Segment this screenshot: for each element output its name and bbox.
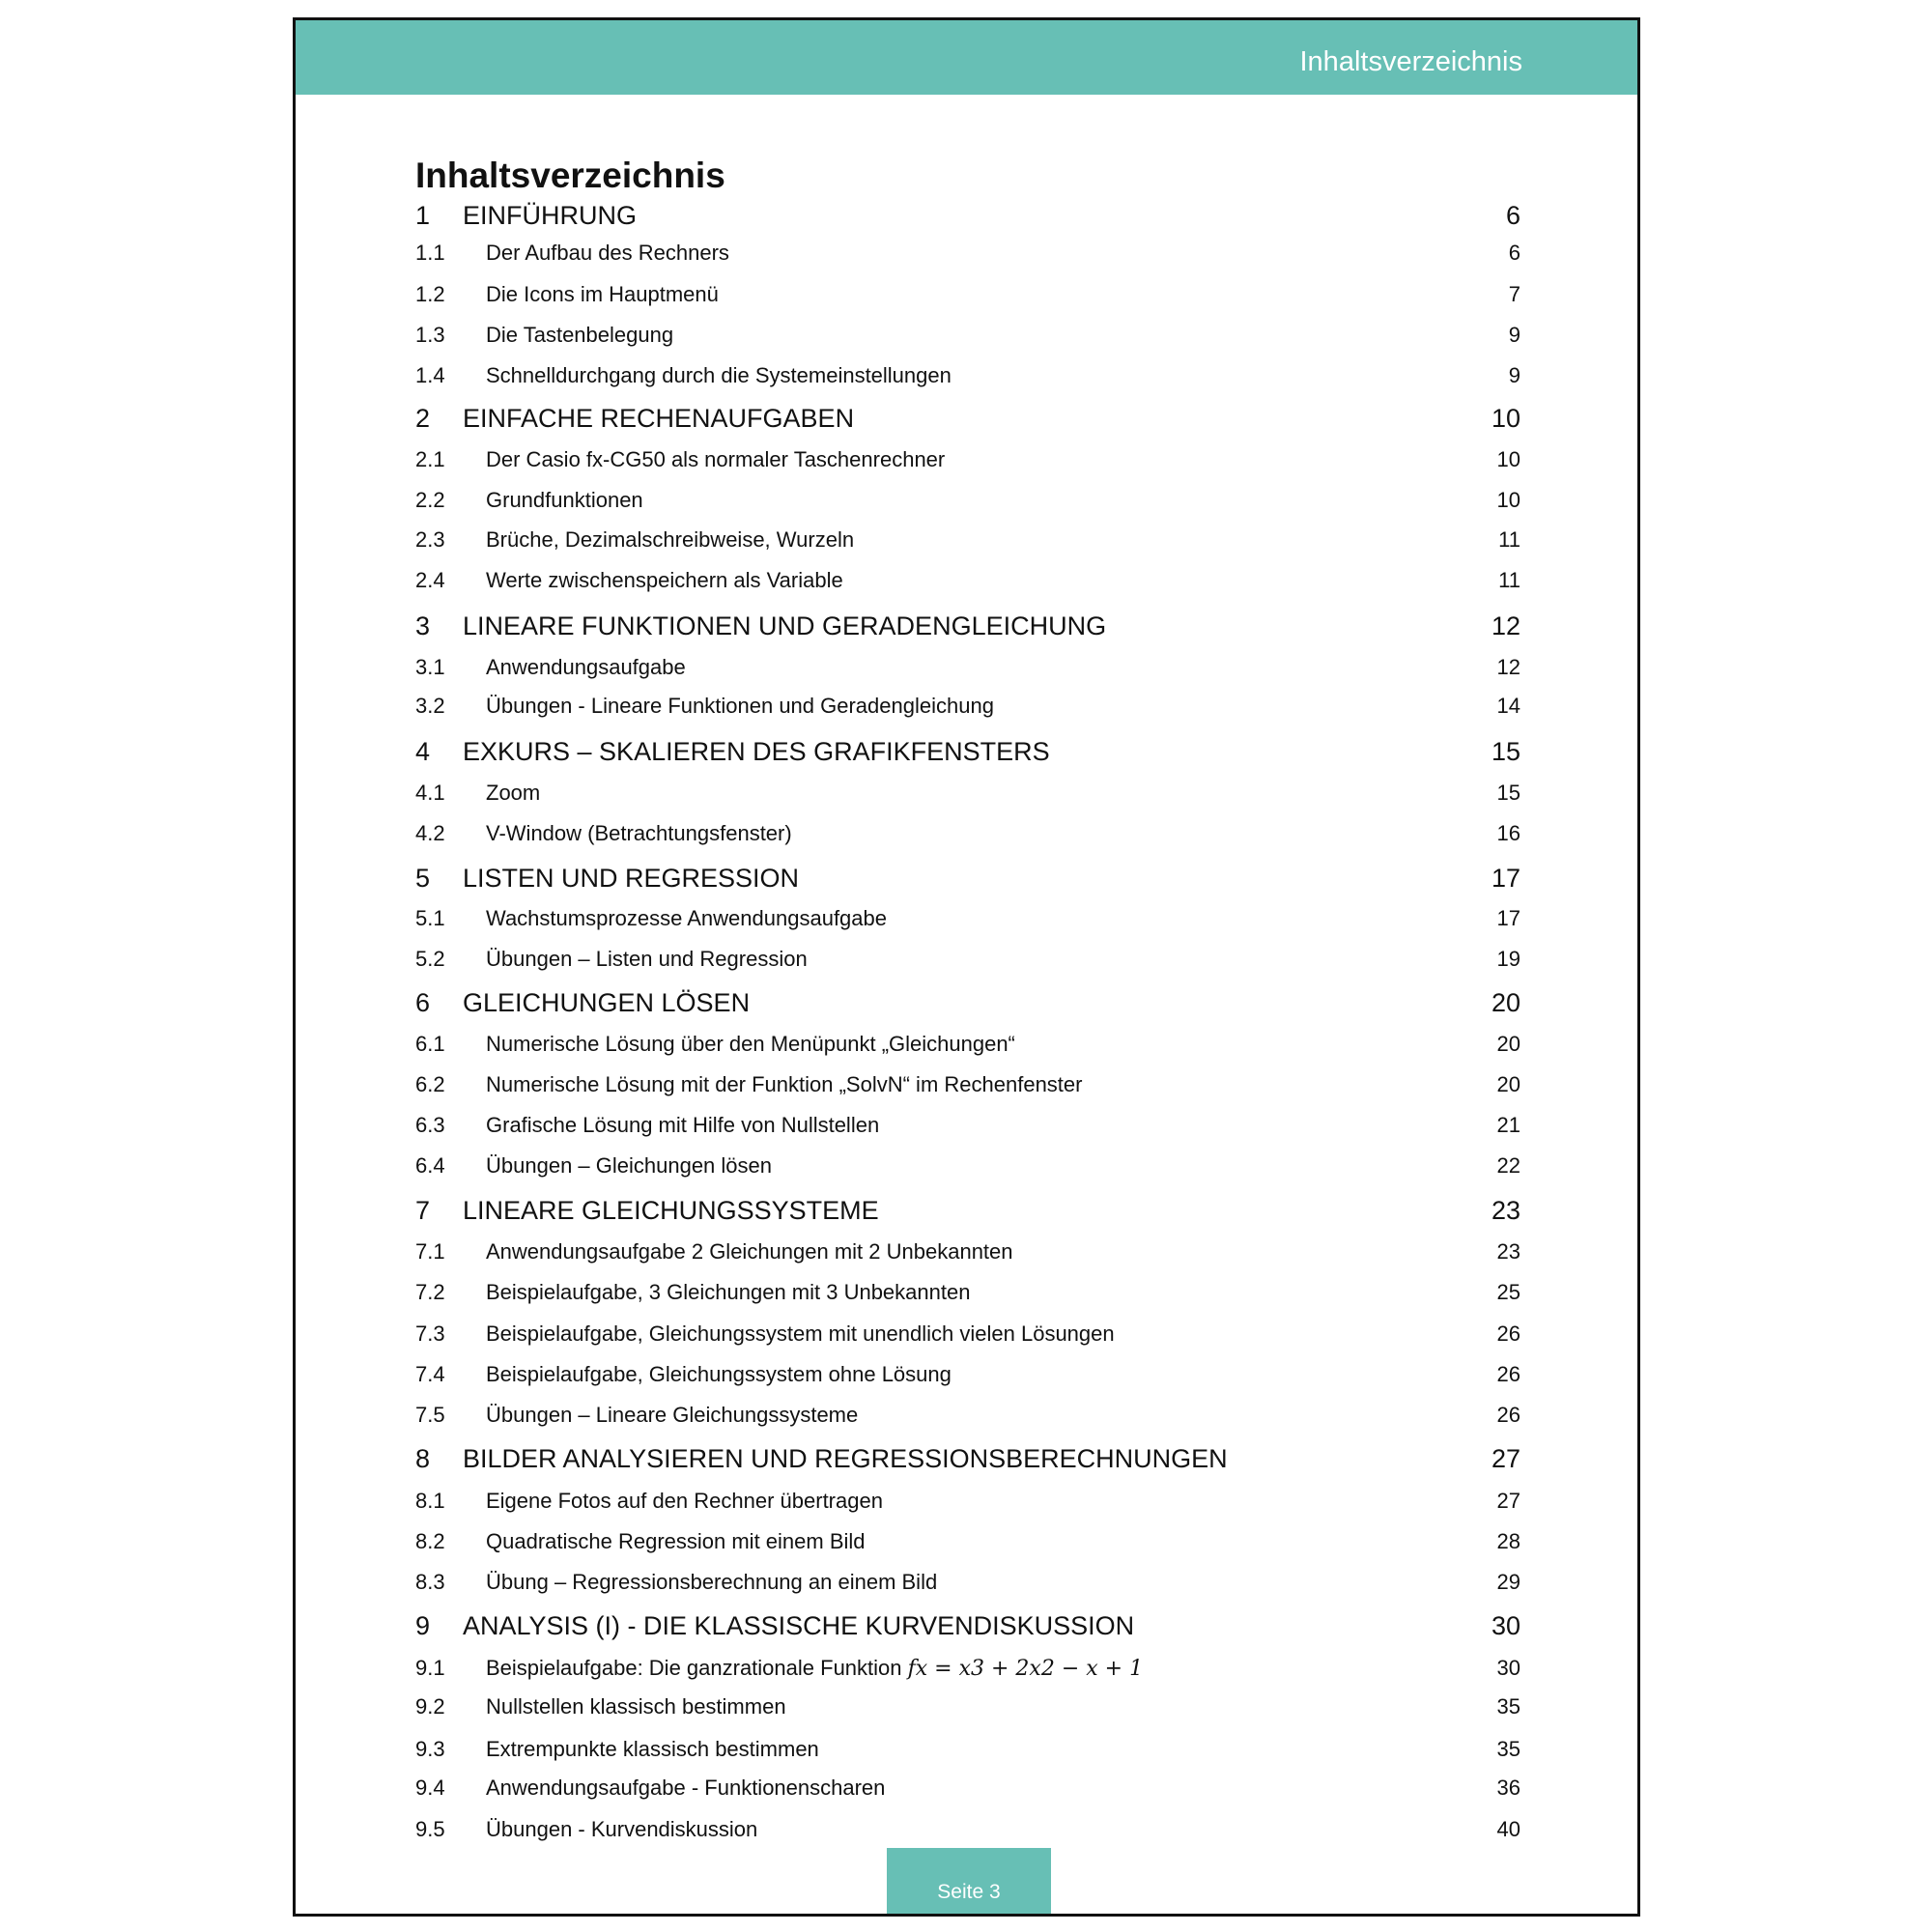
toc-formula: fx = x3 + 2x2 − x + 1 — [907, 1657, 1144, 1681]
toc-section-row — [415, 1776, 1520, 1801]
toc-title — [486, 1072, 1453, 1097]
toc-title-text: Übungen - Kurvendiskussion — [486, 1817, 758, 1841]
toc-section-row — [415, 906, 1520, 931]
toc-title-text: Die Tastenbelegung — [486, 323, 674, 347]
toc-number: 4.2 — [415, 821, 445, 845]
toc-title-text: EINFÜHRUNG — [463, 201, 637, 230]
toc-title — [486, 1570, 1453, 1595]
toc-title-text: Anwendungsaufgabe - Funktionenscharen — [486, 1776, 886, 1800]
toc-page-number: 10 — [1491, 404, 1520, 433]
toc-section-row — [415, 1656, 1520, 1681]
toc-title-text: Extrempunkte klassisch bestimmen — [486, 1737, 819, 1761]
toc-number: 9.2 — [415, 1694, 445, 1719]
toc-title-text: BILDER ANALYSIEREN UND REGRESSIONSBERECHNUNGEN — [463, 1444, 1228, 1473]
toc-title — [463, 737, 1453, 767]
toc-title-text: Übungen – Listen und Regression — [486, 947, 808, 971]
page-number-tab — [887, 1848, 1051, 1914]
toc-page-number: 35 — [1496, 1694, 1520, 1719]
toc-title-text: Zoom — [486, 781, 541, 805]
toc-number: 9.5 — [415, 1817, 445, 1841]
toc-section-row — [415, 1280, 1520, 1305]
toc-title — [486, 363, 1453, 388]
toc-page-number: 35 — [1496, 1737, 1520, 1761]
toc-title — [486, 1113, 1453, 1138]
toc-title-text: ANALYSIS (I) - DIE KLASSISCHE KURVENDISKUSSION — [463, 1611, 1135, 1640]
toc-title-text: Übungen – Gleichungen lösen — [486, 1153, 773, 1178]
toc-chapter-row — [415, 611, 1520, 641]
toc-number: 7.5 — [415, 1403, 445, 1427]
toc-page-number: 23 — [1491, 1196, 1520, 1225]
toc-title-text: Brüche, Dezimalschreibweise, Wurzeln — [486, 527, 855, 552]
toc-section-row — [415, 323, 1520, 348]
toc-title — [463, 201, 1453, 231]
toc-section-row — [415, 1072, 1520, 1097]
toc-section-row — [415, 947, 1520, 972]
toc-page-number: 19 — [1496, 947, 1520, 971]
toc-page-number: 20 — [1496, 1072, 1520, 1096]
toc-section-row — [415, 1362, 1520, 1387]
toc-title-text: Eigene Fotos auf den Rechner übertragen — [486, 1489, 883, 1513]
toc-title — [486, 447, 1453, 472]
toc-number: 1.4 — [415, 363, 445, 387]
toc-chapter-row — [415, 404, 1520, 434]
toc-number: 6.2 — [415, 1072, 445, 1096]
toc-title-text: Numerische Lösung mit der Funktion „SolvN“ im Rechenfenster — [486, 1072, 1083, 1096]
toc-title-text: Der Aufbau des Rechners — [486, 241, 729, 265]
toc-title-text: LISTEN UND REGRESSION — [463, 864, 800, 893]
toc-title — [463, 1196, 1453, 1226]
toc-title — [486, 1280, 1453, 1305]
toc-section-row — [415, 1403, 1520, 1428]
toc-number: 7.2 — [415, 1280, 445, 1304]
toc-number: 3 — [415, 611, 431, 640]
toc-number: 5.1 — [415, 906, 445, 930]
toc-title — [486, 282, 1453, 307]
toc-section-row — [415, 821, 1520, 846]
toc-title-text: Beispielaufgabe, 3 Gleichungen mit 3 Unbekannten — [486, 1280, 971, 1304]
toc-title — [486, 1321, 1453, 1347]
toc-chapter-row — [415, 201, 1520, 231]
toc-number: 6.3 — [415, 1113, 445, 1137]
toc-title-text: Beispielaufgabe, Gleichungssystem mit unendlich vielen Lösungen — [486, 1321, 1115, 1346]
toc-page-number: 12 — [1496, 655, 1520, 679]
toc-section-row — [415, 527, 1520, 553]
toc-title — [486, 323, 1453, 348]
toc-section-row — [415, 363, 1520, 388]
toc-number: 6 — [415, 988, 431, 1017]
toc-page-number: 26 — [1496, 1362, 1520, 1386]
toc-title-text: EINFACHE RECHENAUFGABEN — [463, 404, 855, 433]
toc-page-number: 36 — [1496, 1776, 1520, 1800]
toc-section-row — [415, 1570, 1520, 1595]
toc-page-number: 27 — [1491, 1444, 1520, 1473]
toc-title — [486, 1694, 1453, 1719]
toc-number: 5 — [415, 864, 431, 893]
toc-title-text: LINEARE GLEICHUNGSSYSTEME — [463, 1196, 879, 1225]
toc-section-row — [415, 1032, 1520, 1057]
toc-title-text: Übungen - Lineare Funktionen und Geradengleichung — [486, 694, 994, 718]
toc-number: 3.2 — [415, 694, 445, 718]
toc-title-text: Quadratische Regression mit einem Bild — [486, 1529, 866, 1553]
toc-number: 7 — [415, 1196, 431, 1225]
toc-number: 2 — [415, 404, 431, 433]
toc-number: 2.1 — [415, 447, 445, 471]
toc-page-number: 22 — [1496, 1153, 1520, 1178]
toc-title — [463, 988, 1453, 1018]
toc-title-text: Beispielaufgabe: Die ganzrationale Funktion — [486, 1656, 908, 1680]
toc-section-row — [415, 568, 1520, 593]
toc-section-row — [415, 1113, 1520, 1138]
toc-section-row — [415, 1321, 1520, 1347]
toc-page-number: 10 — [1496, 447, 1520, 471]
toc-title-text: Grafische Lösung mit Hilfe von Nullstellen — [486, 1113, 880, 1137]
toc-page-number: 29 — [1496, 1570, 1520, 1594]
toc-section-row — [415, 1737, 1520, 1762]
toc-title — [463, 1444, 1453, 1474]
toc-title-text: Übungen – Lineare Gleichungssysteme — [486, 1403, 859, 1427]
toc-number: 1.2 — [415, 282, 445, 306]
toc-chapter-row — [415, 864, 1520, 894]
toc-title-text: Anwendungsaufgabe — [486, 655, 686, 679]
toc-page-number: 30 — [1496, 1656, 1520, 1680]
toc-number: 1 — [415, 201, 431, 230]
toc-number: 8.2 — [415, 1529, 445, 1553]
page-number-label: Seite 3 — [937, 1881, 1001, 1903]
toc-title — [486, 527, 1453, 553]
page-title: Inhaltsverzeichnis — [415, 156, 725, 195]
header-bar — [296, 20, 1637, 95]
toc-title — [486, 1239, 1453, 1264]
toc-title — [486, 1737, 1453, 1762]
running-header-title: Inhaltsverzeichnis — [1299, 46, 1522, 77]
toc-title — [486, 655, 1453, 680]
toc-page-number: 20 — [1496, 1032, 1520, 1056]
toc-chapter-row — [415, 737, 1520, 767]
toc-number: 9.4 — [415, 1776, 445, 1800]
toc-title — [486, 488, 1453, 513]
toc-title — [486, 947, 1453, 972]
toc-page-number: 20 — [1491, 988, 1520, 1017]
toc-title — [486, 1153, 1453, 1179]
toc-title-text: EXKURS – SKALIEREN DES GRAFIKFENSTERS — [463, 737, 1050, 766]
toc-title — [486, 1776, 1453, 1801]
toc-number: 2.2 — [415, 488, 445, 512]
toc-number: 1.1 — [415, 241, 445, 265]
toc-title-text: Numerische Lösung über den Menüpunkt „Gleichungen“ — [486, 1032, 1015, 1056]
toc-page-number: 9 — [1508, 323, 1520, 347]
toc-title — [486, 781, 1453, 806]
toc-page-number: 28 — [1496, 1529, 1520, 1553]
toc-title-text: Grundfunktionen — [486, 488, 643, 512]
toc-title — [463, 1611, 1453, 1641]
toc-page-number: 23 — [1496, 1239, 1520, 1264]
toc-title-text: GLEICHUNGEN LÖSEN — [463, 988, 751, 1017]
toc-section-row — [415, 781, 1520, 806]
toc-number: 4 — [415, 737, 431, 766]
toc-title-text: Der Casio fx-CG50 als normaler Taschenrechner — [486, 447, 946, 471]
toc-section-row — [415, 655, 1520, 680]
toc-title — [486, 821, 1453, 846]
toc-number: 4.1 — [415, 781, 445, 805]
toc-page-number: 30 — [1491, 1611, 1520, 1640]
toc-page-number: 16 — [1496, 821, 1520, 845]
toc-number: 7.3 — [415, 1321, 445, 1346]
toc-section-row — [415, 447, 1520, 472]
toc-title — [486, 1489, 1453, 1514]
toc-title — [486, 1403, 1453, 1428]
toc-page-number: 40 — [1496, 1817, 1520, 1841]
toc-chapter-row — [415, 1196, 1520, 1226]
toc-chapter-row — [415, 1444, 1520, 1474]
toc-number: 2.4 — [415, 568, 445, 592]
toc-number: 6.4 — [415, 1153, 445, 1178]
toc-title-text: Nullstellen klassisch bestimmen — [486, 1694, 786, 1719]
toc-title-text: Übung – Regressionsberechnung an einem Bild — [486, 1570, 938, 1594]
toc-chapter-row — [415, 1611, 1520, 1641]
toc-section-row — [415, 488, 1520, 513]
toc-section-row — [415, 1153, 1520, 1179]
toc-title — [486, 906, 1453, 931]
toc-number: 7.1 — [415, 1239, 445, 1264]
toc-number: 9.1 — [415, 1656, 445, 1680]
toc-number: 2.3 — [415, 527, 445, 552]
toc-page-number: 15 — [1491, 737, 1520, 766]
toc-section-row — [415, 694, 1520, 719]
toc-page-number: 15 — [1496, 781, 1520, 805]
toc-title — [486, 1656, 1453, 1681]
toc-title — [486, 1817, 1453, 1842]
toc-page-number: 14 — [1496, 694, 1520, 718]
toc-section-row — [415, 241, 1520, 266]
toc-section-row — [415, 1239, 1520, 1264]
toc-title — [486, 241, 1453, 266]
toc-title — [486, 1362, 1453, 1387]
toc-section-row — [415, 1529, 1520, 1554]
toc-number: 3.1 — [415, 655, 445, 679]
document-page — [293, 17, 1640, 1917]
toc-number: 8 — [415, 1444, 431, 1473]
toc-page-number: 27 — [1496, 1489, 1520, 1513]
toc-section-row — [415, 1817, 1520, 1842]
toc-title — [463, 404, 1453, 434]
toc-page-number: 17 — [1496, 906, 1520, 930]
toc-title-text: Die Icons im Hauptmenü — [486, 282, 719, 306]
toc-section-row — [415, 1489, 1520, 1514]
toc-title — [486, 694, 1453, 719]
toc-title — [486, 1032, 1453, 1057]
toc-section-row — [415, 282, 1520, 307]
toc-number: 9 — [415, 1611, 431, 1640]
toc-title-text: Schnelldurchgang durch die Systemeinstellungen — [486, 363, 952, 387]
toc-number: 1.3 — [415, 323, 445, 347]
toc-number: 6.1 — [415, 1032, 445, 1056]
toc-section-row — [415, 1694, 1520, 1719]
toc-page-number: 25 — [1496, 1280, 1520, 1304]
toc-title-text: V-Window (Betrachtungsfenster) — [486, 821, 792, 845]
toc-page-number: 26 — [1496, 1321, 1520, 1346]
toc-title — [486, 568, 1453, 593]
toc-page-number: 9 — [1508, 363, 1520, 387]
toc-page-number: 17 — [1491, 864, 1520, 893]
toc-chapter-row — [415, 988, 1520, 1018]
toc-page-number: 10 — [1496, 488, 1520, 512]
toc-title-text: Wachstumsprozesse Anwendungsaufgabe — [486, 906, 887, 930]
toc-title-text: Anwendungsaufgabe 2 Gleichungen mit 2 Unbekannten — [486, 1239, 1013, 1264]
toc-number: 8.3 — [415, 1570, 445, 1594]
toc-number: 5.2 — [415, 947, 445, 971]
toc-page-number: 11 — [1498, 568, 1520, 592]
toc-page-number: 11 — [1498, 527, 1520, 552]
toc-page-number: 7 — [1508, 282, 1520, 306]
toc-title — [463, 864, 1453, 894]
toc-title — [463, 611, 1453, 641]
toc-number: 9.3 — [415, 1737, 445, 1761]
toc-title-text: Werte zwischenspeichern als Variable — [486, 568, 843, 592]
toc-page-number: 21 — [1496, 1113, 1520, 1137]
toc-page-number: 26 — [1496, 1403, 1520, 1427]
toc-number: 8.1 — [415, 1489, 445, 1513]
toc-number: 7.4 — [415, 1362, 445, 1386]
toc-title-text: LINEARE FUNKTIONEN UND GERADENGLEICHUNG — [463, 611, 1107, 640]
toc-page-number: 6 — [1505, 201, 1520, 230]
toc-title-text: Beispielaufgabe, Gleichungssystem ohne Lösung — [486, 1362, 952, 1386]
toc-page-number: 12 — [1491, 611, 1520, 640]
toc-page-number: 6 — [1508, 241, 1520, 265]
toc-title — [486, 1529, 1453, 1554]
